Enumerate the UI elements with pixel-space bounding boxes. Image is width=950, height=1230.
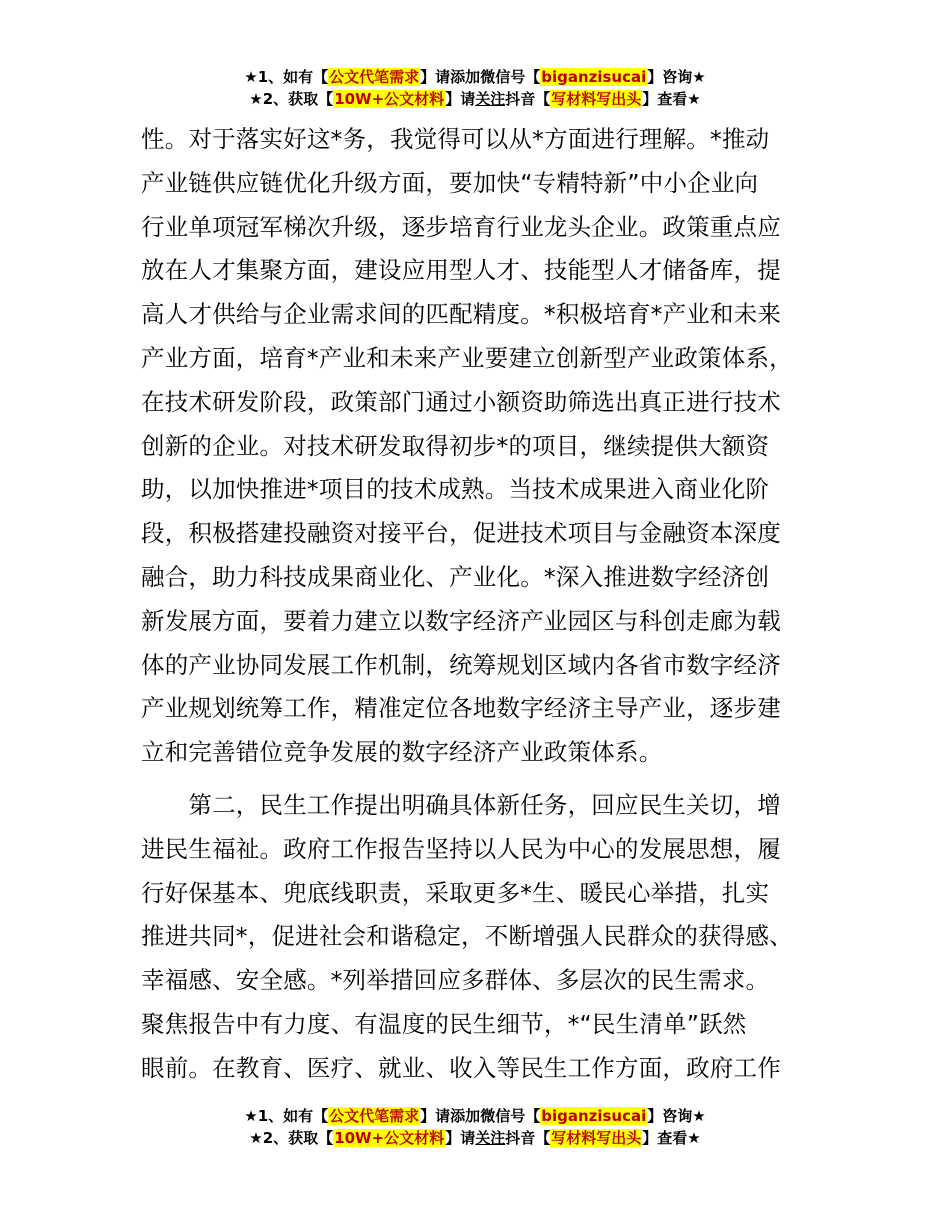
footer-line2-highlight-materials: 10W+公文材料 (334, 1129, 445, 1147)
paragraph-spacer (141, 775, 831, 784)
footer-line1-mid2: 【 (525, 1107, 541, 1125)
header-line2-highlight-materials: 10W+公文材料 (334, 90, 445, 108)
header-line2-follow-label: 关注 (475, 90, 506, 108)
footer-line1-suffix: 】咨询★ (647, 1107, 706, 1125)
header-promo-line-1 (0, 66, 950, 88)
paragraph-1-line: 放在人才集聚方面，建设应用型人才、技能型人才储备库，提 (141, 256, 781, 285)
footer-line1-wechat-label: 微信号 (480, 1107, 526, 1125)
header-line1-highlight-service: 公文代笔需求 (329, 68, 420, 86)
footer-line2-suffix: 】查看★ (642, 1129, 701, 1147)
paragraph-1-line: 产业规划统筹工作，精准定位各地数字经济主导产业，逐步建 (141, 694, 781, 723)
paragraph-1-line: 段，积极搭建投融资对接平台，促进技术项目与金融资本深度 (141, 519, 781, 548)
header-line2-douyin-account: 写材料写出头 (551, 90, 642, 108)
footer-line1-prefix: ★1、如有【 (244, 1107, 329, 1125)
header-line1-mid: 】请添加 (420, 68, 481, 86)
footer-promo-line-2 (0, 1127, 950, 1149)
header-line2-mid2: 抖音【 (505, 90, 551, 108)
paragraph-1-line: 性。对于落实好这*务，我觉得可以从*方面进行理解。*推动 (141, 125, 770, 153)
paragraph-2-line: 幸福感、安全感。*列举措回应多群体、多层次的民生需求。 (141, 966, 770, 995)
document-body (141, 118, 831, 1091)
header-line1-prefix: ★1、如有【 (244, 68, 329, 86)
header-line2-prefix: ★2、获取【 (249, 90, 334, 108)
header-line1-mid2: 【 (525, 68, 541, 86)
footer-line2-follow-label: 关注 (475, 1129, 506, 1147)
footer-line1-highlight-service: 公文代笔需求 (329, 1107, 420, 1125)
header-line1-suffix: 】咨询★ (647, 68, 706, 86)
header-line2-suffix: 】查看★ (642, 90, 701, 108)
footer-line1-mid: 】请添加 (420, 1107, 481, 1125)
paragraph-2 (141, 784, 831, 1091)
header-line2-mid: 】请 (445, 90, 476, 108)
footer-promo-banner (0, 1105, 950, 1149)
paragraph-1-line: 产业方面，培育*产业和未来产业要建立创新型产业政策体系， (141, 343, 793, 372)
paragraph-1-line: 体的产业协同发展工作机制，统筹规划区域内各省市数字经济 (141, 650, 781, 679)
footer-line2-mid2: 抖音【 (505, 1129, 551, 1147)
paragraph-2-line: 进民生福祉。政府工作报告坚持以人民为中心的发展思想，履 (141, 834, 781, 863)
footer-line2-prefix: ★2、获取【 (249, 1129, 334, 1147)
paragraph-2-line: 推进共同*，促进社会和谐稳定，不断增强人民群众的获得感、 (141, 922, 793, 951)
paragraph-1-line: 产业链供应链优化升级方面，要加快“专精特新”中小企业向 (141, 168, 759, 197)
paragraph-1-line: 行业单项冠军梯次升级，逐步培育行业龙头企业。政策重点应 (141, 212, 781, 241)
footer-line1-wechat-id: biganzisucai (541, 1107, 647, 1125)
paragraph-2-line: 眼前。在教育、医疗、就业、收入等民生工作方面，政府工作 (141, 1053, 781, 1082)
paragraph-1-line: 在技术研发阶段，政策部门通过小额资助筛选出真正进行技术 (141, 387, 781, 416)
paragraph-1-line: 助，以加快推进*项目的技术成熟。当技术成果进入商业化阶 (141, 475, 770, 504)
paragraph-1-line: 立和完善错位竞争发展的数字经济产业政策体系。 (141, 738, 663, 767)
header-promo-line-2 (0, 88, 950, 110)
footer-line2-douyin-account: 写材料写出头 (551, 1129, 642, 1147)
paragraph-1 (141, 118, 831, 775)
paragraph-1-line: 新发展方面，要着力建立以数字经济产业园区与科创走廊为载 (141, 606, 781, 635)
paragraph-2-line: 第二，民生工作提出明确具体新任务，回应民生关切，增 (141, 790, 781, 819)
paragraph-2-line: 行好保基本、兜底线职责，采取更多*生、暖民心举措，扎实 (141, 878, 770, 907)
header-line1-wechat-id: biganzisucai (541, 68, 647, 86)
paragraph-1-line: 创新的企业。对技术研发取得初步*的项目，继续提供大额资 (141, 431, 770, 460)
header-line1-wechat-label: 微信号 (480, 68, 526, 86)
header-promo-banner (0, 66, 950, 110)
footer-line2-mid: 】请 (445, 1129, 476, 1147)
paragraph-1-line: 融合，助力科技成果商业化、产业化。*深入推进数字经济创 (141, 562, 770, 591)
footer-promo-line-1 (0, 1105, 950, 1127)
paragraph-1-line: 高人才供给与企业需求间的匹配精度。*积极培育*产业和未来 (141, 300, 782, 329)
paragraph-2-line: 聚焦报告中有力度、有温度的民生细节，*“民生清单”跃然 (141, 1009, 747, 1038)
